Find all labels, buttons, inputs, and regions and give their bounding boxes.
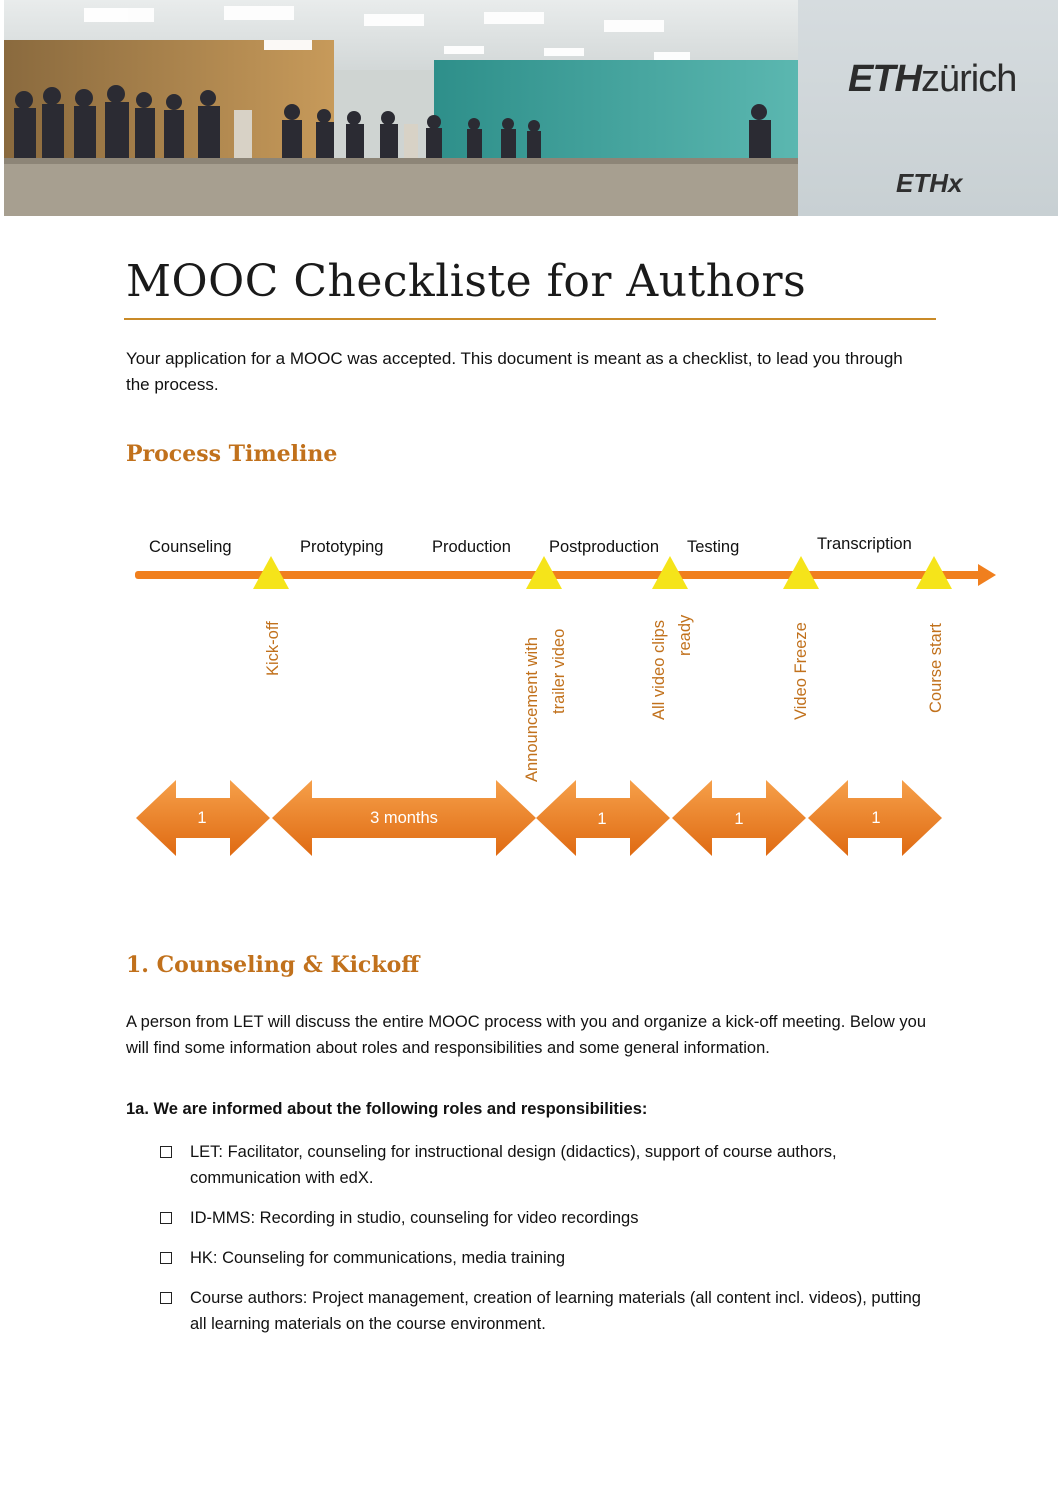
intro-paragraph: Your application for a MOOC was accepted. This document is meant as a checklist, to lead you through the process. (126, 349, 903, 394)
duration-arrow-3 (536, 780, 670, 856)
milestone-announcement-line1: Announcement with (523, 637, 541, 782)
duration-label-5: 1 (871, 809, 881, 827)
checklist-item[interactable] (160, 1205, 940, 1231)
section-1-body: A person from LET will discuss the entire MOOC process with you and organize a kick-off meeting. Below you will find some information about roles and responsibilities and some general information. (126, 1013, 927, 1057)
phase-counseling: Counseling (149, 538, 232, 556)
duration-arrow-2 (272, 780, 536, 856)
checklist-item[interactable] (160, 1285, 940, 1337)
checklist-item-label: HK: Counseling for communications, media training (190, 1249, 566, 1267)
checklist-item-label: ID-MMS: Recording in studio, counseling for video recordings (190, 1209, 639, 1227)
duration-label-1: 1 (197, 809, 207, 827)
milestone-announcement-line2: trailer video (550, 628, 568, 714)
milestone-video-freeze: Video Freeze (792, 622, 810, 720)
milestone-clips-line1: All video clips (650, 620, 668, 720)
duration-arrow-1 (136, 780, 270, 856)
eth-logo-panel (798, 0, 1058, 216)
section-1-heading: 1. Counseling & Kickoff (126, 952, 420, 978)
phase-prototyping: Prototyping (300, 538, 384, 556)
milestone-kickoff: Kick-off (264, 621, 282, 676)
checkbox-icon[interactable] (160, 1212, 172, 1224)
phase-transcription: Transcription (817, 535, 912, 553)
duration-arrow-5 (808, 780, 942, 856)
checklist-item[interactable] (160, 1245, 940, 1271)
phase-postproduction: Postproduction (549, 538, 660, 556)
checklist-item[interactable] (160, 1139, 940, 1191)
milestone-course-start: Course start (927, 623, 945, 713)
duration-label-3: 1 (597, 810, 607, 828)
timeline-arrowhead (978, 564, 996, 586)
phase-testing: Testing (687, 538, 740, 556)
duration-arrow-4 (672, 780, 806, 856)
page-title: MOOC Checkliste for Authors (126, 256, 807, 307)
duration-label-2: 3 months (370, 809, 438, 827)
process-timeline-diagram (0, 520, 1058, 880)
phase-production: Production (432, 538, 511, 556)
classroom-photo (4, 0, 798, 216)
checklist-item-label: LET: Facilitator, counseling for instructional design (didactics), support of course authors, communication with edX. (190, 1143, 837, 1187)
milestone-clips-line2: ready (676, 614, 694, 656)
checkbox-icon[interactable] (160, 1252, 172, 1264)
checkbox-icon[interactable] (160, 1292, 172, 1304)
ethx-logo: ETHx (896, 168, 963, 198)
process-timeline-heading: Process Timeline (126, 441, 338, 467)
duration-label-4: 1 (734, 810, 744, 828)
roles-subheading: 1a. We are informed about the following roles and responsibilities: (126, 1100, 648, 1118)
checkbox-icon[interactable] (160, 1146, 172, 1158)
checklist-item-label: Course authors: Project management, creation of learning materials (all content incl. videos), putting all learning materials on the course environment. (190, 1289, 921, 1333)
header-banner (4, 0, 1058, 216)
eth-zurich-logo: ETHzürich (848, 58, 1017, 100)
title-underline (124, 318, 936, 320)
